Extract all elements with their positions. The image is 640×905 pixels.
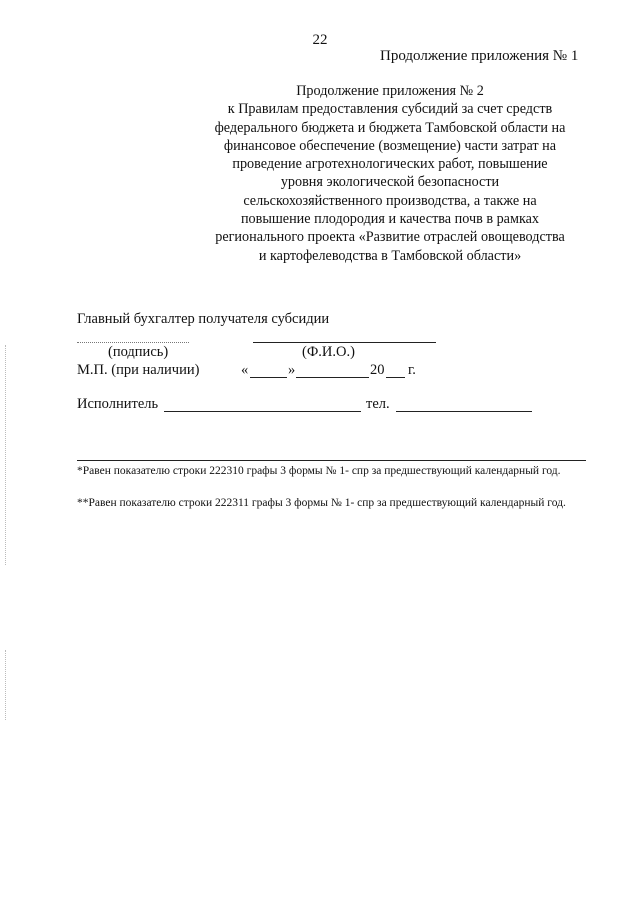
date-close-quote: » (288, 362, 296, 378)
heading-line: к Правилам предоставления субсидий за счет средств (227, 101, 553, 118)
heading-line: сельскохозяйственного производства, а также на (243, 192, 537, 209)
signature-line[interactable] (77, 342, 189, 343)
scan-edge-mark (5, 345, 6, 565)
executor-label: Исполнитель (77, 396, 159, 412)
heading-line: Продолжение приложения № 2 (296, 83, 484, 99)
heading-line: регионального проекта «Развитие отраслей овощеводства (215, 229, 565, 246)
heading-line: федерального бюджета и бюджета Тамбовской области на (214, 119, 566, 136)
executor-field[interactable] (164, 411, 361, 412)
signature-caption: (подпись) (108, 344, 169, 360)
page-number: 22 (312, 32, 328, 48)
name-caption: (Ф.И.О.) (302, 344, 355, 360)
date-open-quote: « (241, 362, 249, 378)
appendix-2-heading (185, 82, 595, 265)
date-month-field[interactable] (296, 377, 369, 378)
date-year-prefix: 20 (370, 362, 385, 378)
footnote-1: *Равен показателю строки 222310 графы 3 формы № 1- спр за предшествующий календарный год. (77, 465, 561, 477)
appendix-1-continuation: Продолжение приложения № 1 (380, 48, 579, 64)
seal-label: М.П. (при наличии) (77, 362, 200, 378)
phone-field[interactable] (396, 411, 532, 412)
chief-accountant-label: Главный бухгалтер получателя субсидии (77, 311, 330, 327)
footnote-separator (77, 460, 586, 461)
heading-line: уровня экологической безопасности (280, 174, 500, 191)
heading-line: проведение агротехнологических работ, повышение (232, 156, 548, 173)
phone-label: тел. (366, 396, 390, 412)
name-line[interactable] (253, 342, 436, 343)
heading-line: и картофелеводства в Тамбовской области» (258, 247, 522, 264)
date-year-suffix: г. (408, 362, 416, 378)
footnote-2: **Равен показателю строки 222311 графы 3 формы № 1- спр за предшествующий календарный год. (77, 497, 566, 509)
scan-edge-mark (5, 650, 6, 720)
date-year-field[interactable] (386, 377, 405, 378)
date-day-field[interactable] (250, 377, 287, 378)
heading-line: повышение плодородия и качества почв в рамках (240, 211, 540, 228)
heading-line: финансовое обеспечение (возмещение) части затрат на (223, 137, 557, 154)
